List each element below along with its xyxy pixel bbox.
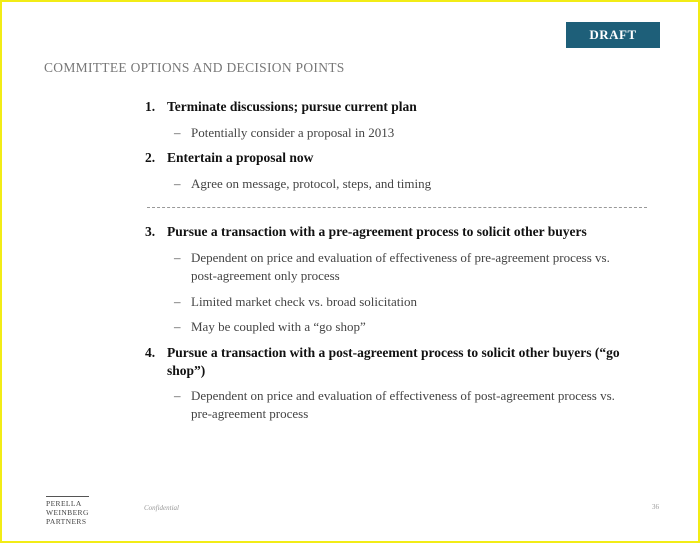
item-text: Entertain a proposal now <box>167 150 314 165</box>
confidential-label: Confidential <box>144 504 179 512</box>
dashed-divider <box>147 207 647 208</box>
sub-bullet: – <box>174 250 181 265</box>
page-number: 36 <box>652 503 659 511</box>
item-number: 4. <box>145 345 156 360</box>
item-text: Pursue a transaction with a post-agreement process to solicit other buyers (“go shop”) <box>167 345 620 378</box>
page-title: COMMITTEE OPTIONS AND DECISION POINTS <box>44 60 345 75</box>
sub-item-text: Limited market check vs. broad solicitation <box>191 294 417 309</box>
sub-item-text: Dependent on price and evaluation of effectiveness of pre-agreement process vs. post-agreement only process <box>191 250 610 283</box>
item-number: 1. <box>145 99 156 114</box>
item-number: 3. <box>145 224 156 239</box>
sub-item-text: Potentially consider a proposal in 2013 <box>191 125 395 140</box>
sub-bullet: – <box>174 125 181 140</box>
logo-line: PERELLA <box>46 499 82 508</box>
item-number: 2. <box>145 150 156 165</box>
logo-line: WEINBERG <box>46 508 89 517</box>
item-text: Terminate discussions; pursue current plan <box>167 99 417 114</box>
logo-line: PARTNERS <box>46 517 87 526</box>
sub-bullet: – <box>174 294 181 309</box>
sub-bullet: – <box>174 319 181 334</box>
draft-badge: DRAFT <box>566 22 660 48</box>
sub-item-text: Dependent on price and evaluation of effectiveness of post-agreement process vs. pre-agreement process <box>191 388 615 421</box>
sub-bullet: – <box>174 176 181 191</box>
company-logo <box>46 496 89 526</box>
sub-bullet: – <box>174 388 181 403</box>
item-text: Pursue a transaction with a pre-agreement process to solicit other buyers <box>167 224 587 239</box>
sub-item-text: Agree on message, protocol, steps, and timing <box>191 176 432 191</box>
sub-item-text: May be coupled with a “go shop” <box>191 319 366 334</box>
